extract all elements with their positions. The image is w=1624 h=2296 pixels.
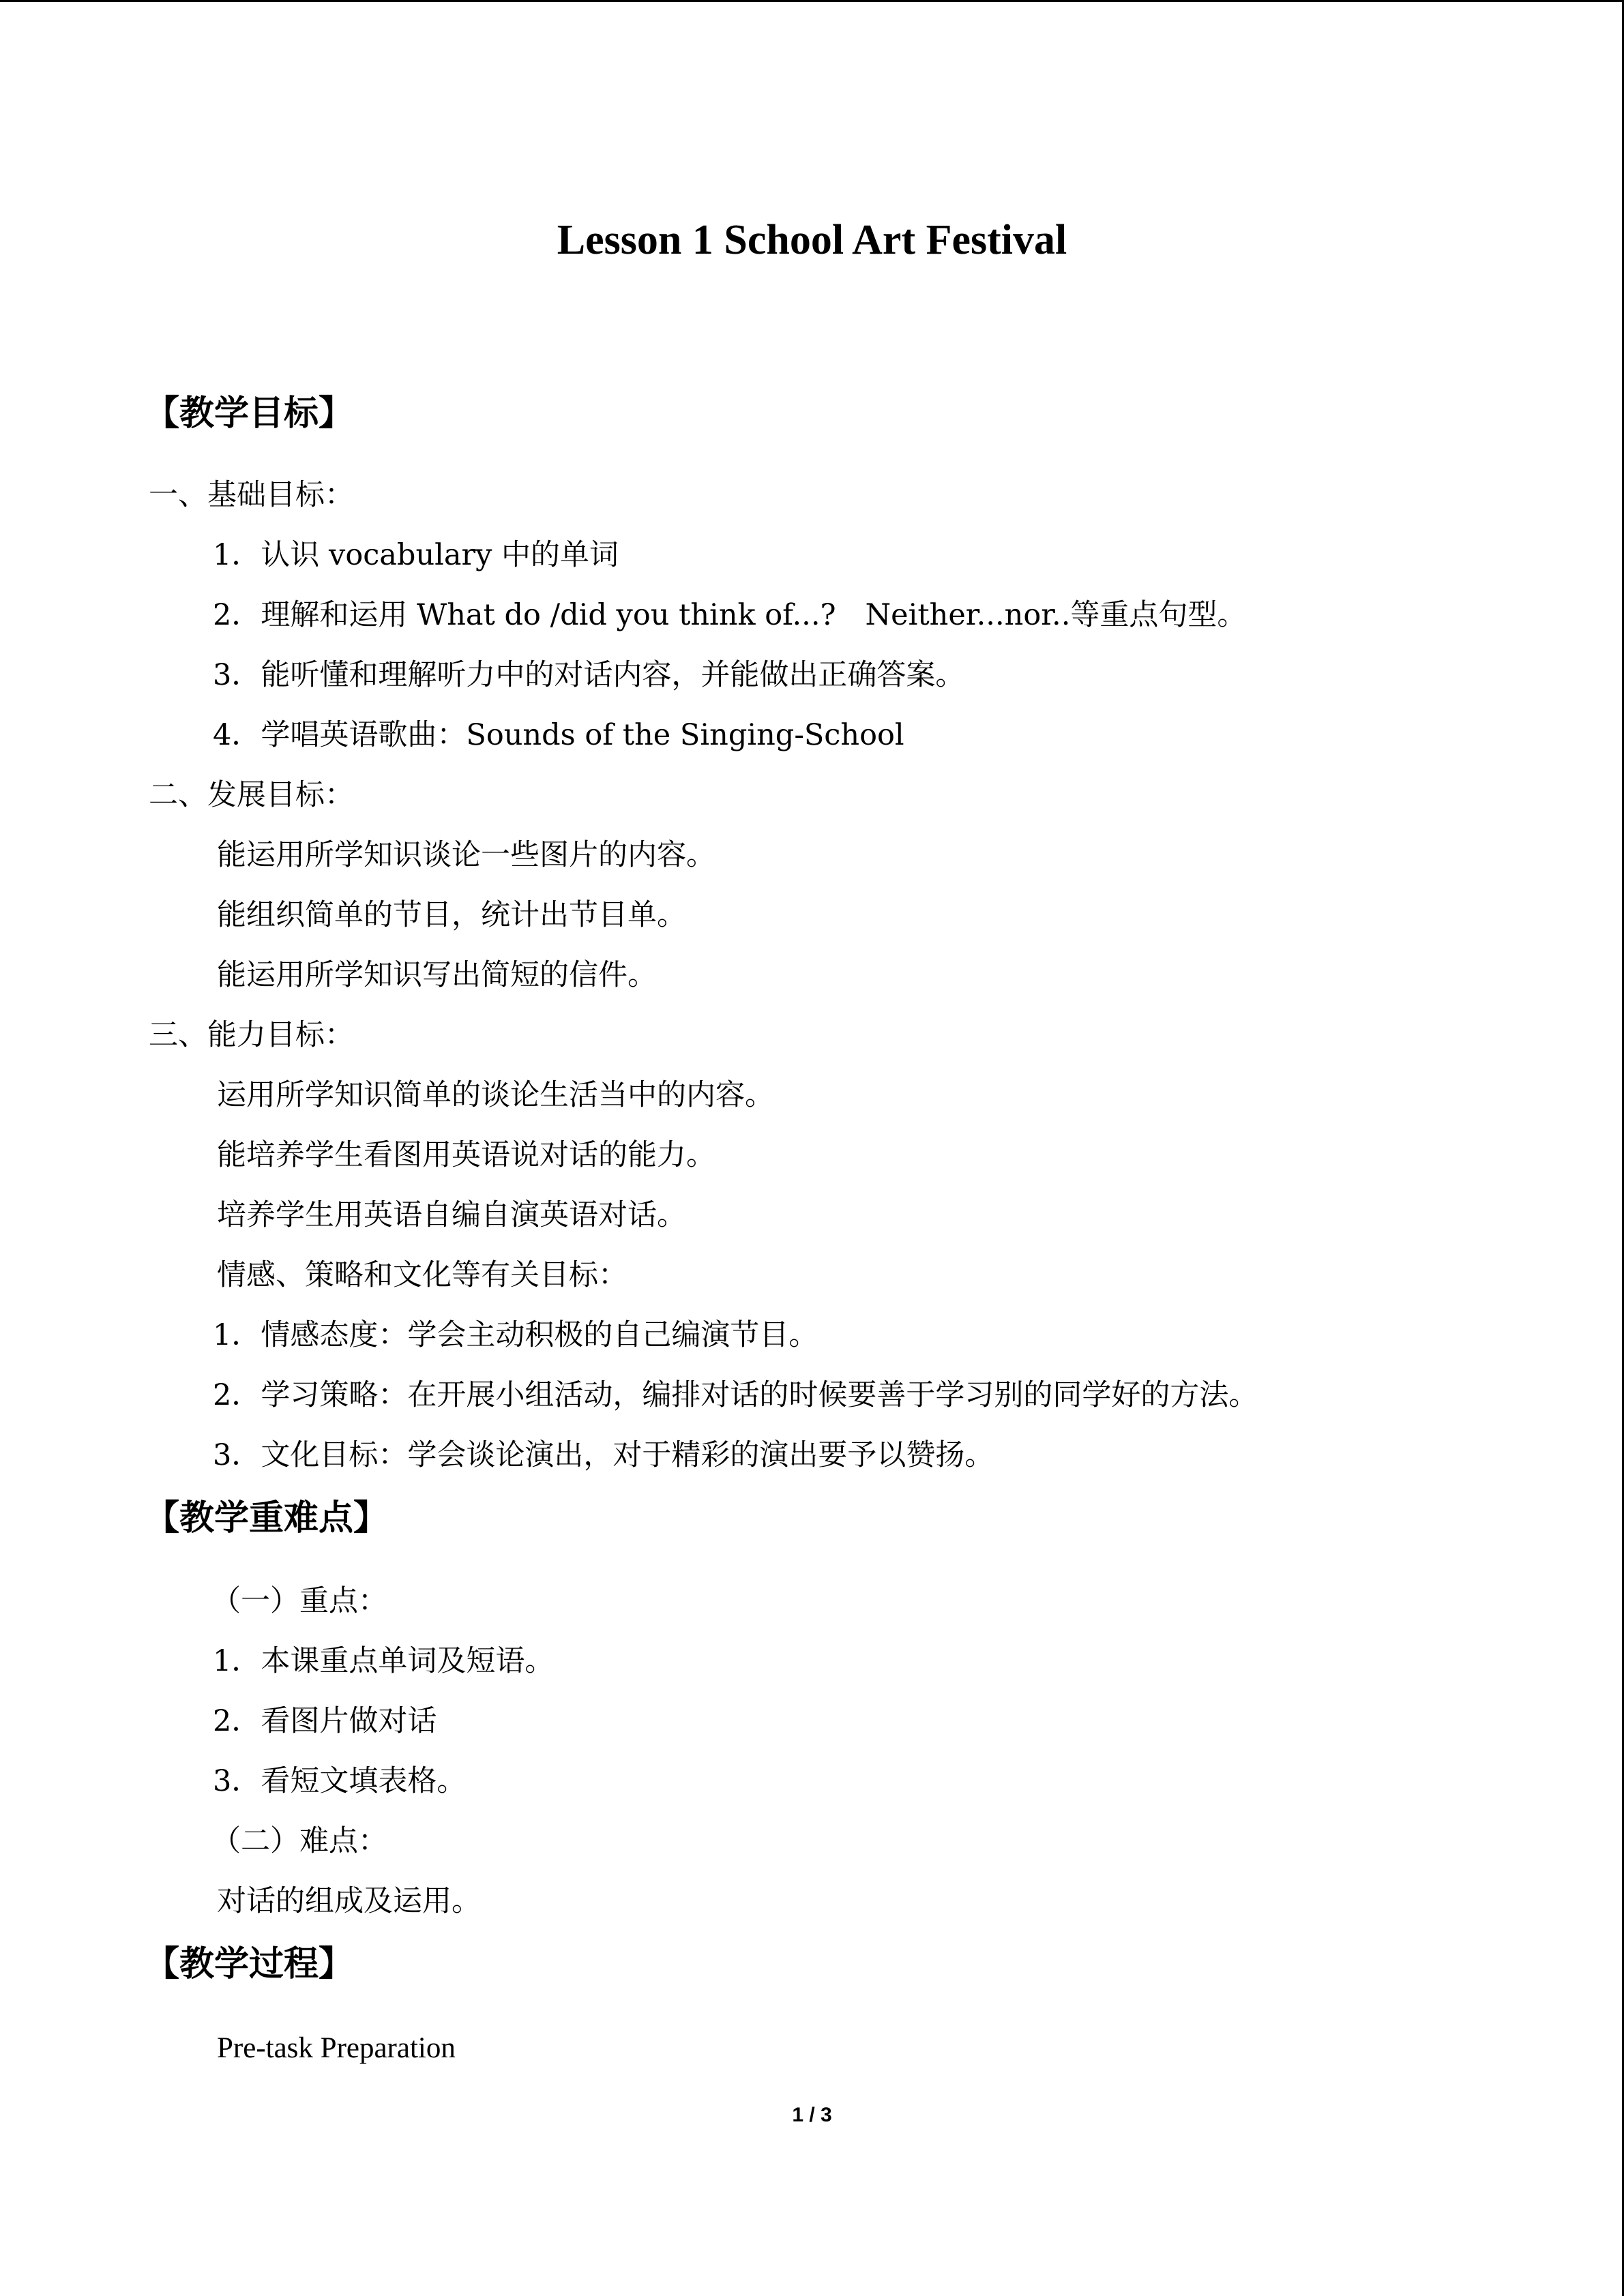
key-point-item: 3．看短文填表格。 [213,1764,467,1798]
basic-goal-item: 1．认识 vocabulary 中的单词 [213,538,619,572]
development-goal-item: 能运用所学知识写出简短的信件。 [217,958,657,992]
development-goals-label: 二、发展目标： [149,778,354,812]
ability-goal-item: 运用所学知识简单的谈论生活当中的内容。 [217,1078,774,1112]
development-goal-item: 能运用所学知识谈论一些图片的内容。 [217,838,715,872]
key-points-label: （一）重点： [211,1584,387,1618]
basic-goal-item: 4．学唱英语歌曲：Sounds of the Singing-School [213,718,904,752]
document-title: Lesson 1 School Art Festival [557,217,1067,263]
process-step: Pre-task Preparation [217,2032,456,2064]
key-point-item: 2．看图片做对话 [213,1704,437,1738]
ability-goals-label: 三、能力目标： [149,1018,354,1052]
ability-goal-item: 1．情感态度：学会主动积极的自己编演节目。 [213,1318,818,1352]
page-number: 1 / 3 [792,2104,832,2126]
difficult-point-item: 对话的组成及运用。 [217,1884,481,1918]
basic-goals-label: 一、基础目标： [149,478,354,512]
basic-goal-item: 2．理解和运用 What do /did you think of...? Neither...nor..等重点句型。 [213,598,1247,632]
ability-goal-item: 能培养学生看图用英语说对话的能力。 [217,1138,715,1172]
section-heading-teaching-process: 【教学过程】 [145,1944,354,1984]
section-heading-teaching-goals: 【教学目标】 [145,393,354,434]
development-goal-item: 能组织简单的节目，统计出节目单。 [217,898,686,932]
ability-goal-item: 2．学习策略：在开展小组活动，编排对话的时候要善于学习别的同学好的方法。 [213,1378,1258,1412]
basic-goal-item: 3．能听懂和理解听力中的对话内容，并能做出正确答案。 [213,658,965,692]
ability-goal-item: 3．文化目标：学会谈论演出，对于精彩的演出要予以赞扬。 [213,1438,994,1472]
ability-goal-item: 培养学生用英语自编自演英语对话。 [217,1198,686,1232]
section-heading-key-difficult-points: 【教学重难点】 [145,1498,389,1538]
difficult-points-label: （二）难点： [211,1824,387,1858]
key-point-item: 1．本课重点单词及短语。 [213,1644,555,1678]
ability-goal-item: 情感、策略和文化等有关目标： [217,1258,628,1292]
